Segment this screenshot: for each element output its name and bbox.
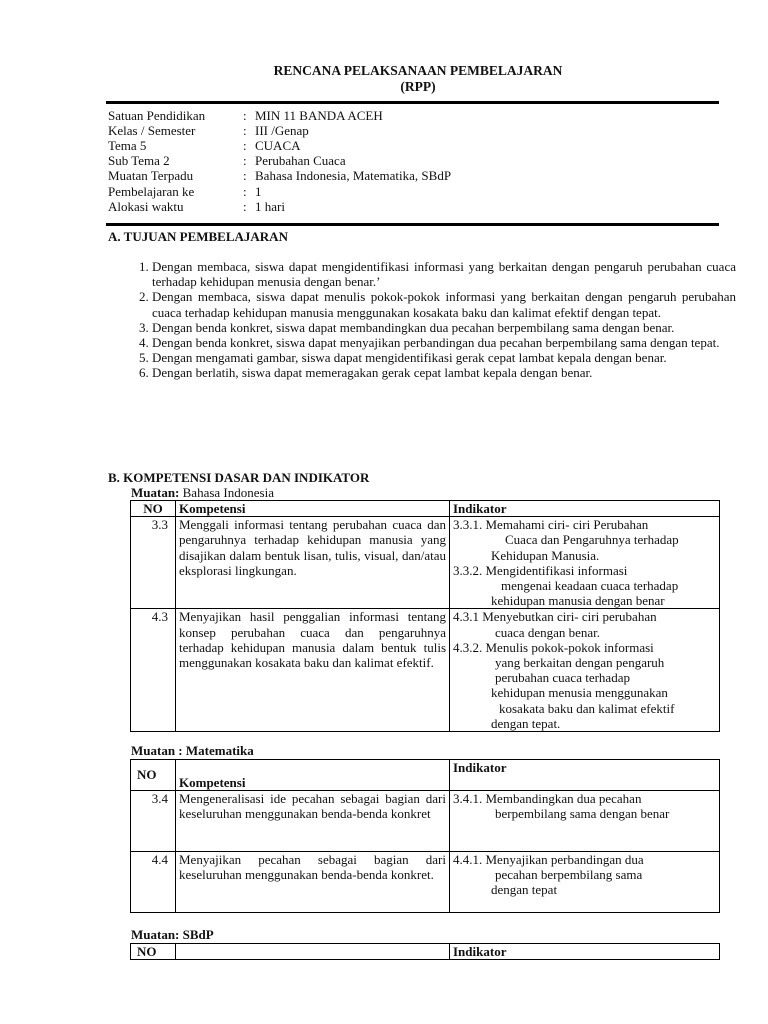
indikator-line: 3.3.2. Mengidentifikasi informasi bbox=[453, 562, 628, 578]
info-label: Sub Tema 2 bbox=[108, 153, 170, 168]
row-no: 3.3 bbox=[131, 517, 176, 609]
indikator-line: kehidupan menusia menggunakan bbox=[491, 685, 668, 701]
info-separator: : bbox=[243, 199, 247, 214]
header-kompetensi: Kompetensi bbox=[176, 501, 450, 517]
table-row bbox=[131, 791, 720, 852]
row-kompetensi: Mengeneralisasi ide pecahan sebagai bagian dari keseluruhan menggunakan benda-benda konkret bbox=[176, 791, 450, 852]
indikator-line: dengan tepat. bbox=[491, 715, 561, 731]
table-matematika bbox=[130, 759, 720, 913]
table-header-row bbox=[131, 501, 720, 517]
indikator-line: 4.3.2. Menulis pokok-pokok informasi bbox=[453, 639, 654, 655]
muatan-label: Muatan: bbox=[131, 485, 180, 500]
info-separator: : bbox=[243, 184, 247, 199]
info-separator: : bbox=[243, 168, 247, 183]
row-indikator bbox=[450, 852, 720, 913]
row-indikator bbox=[450, 609, 720, 732]
info-label: Pembelajaran ke bbox=[108, 184, 195, 199]
tujuan-list bbox=[131, 259, 736, 381]
tujuan-item: 4. Dengan benda konkret, siswa dapat menyajikan perbandingan dua pecahan berpembilang sama dengan tepat. bbox=[152, 335, 736, 350]
header-indikator: Indikator bbox=[450, 760, 720, 791]
table-bahasa-indonesia bbox=[130, 500, 720, 732]
table-row bbox=[131, 852, 720, 913]
muatan-matematika-label: Muatan : Matematika bbox=[131, 743, 254, 758]
muatan-sbdp-label: Muatan: SBdP bbox=[131, 927, 214, 942]
indikator-line: dengan tepat bbox=[491, 882, 558, 898]
info-value: MIN 11 BANDA ACEH bbox=[255, 108, 383, 123]
tujuan-item: 5. Dengan mengamati gambar, siswa dapat mengidentifikasi gerak cepat lambat kepala dengan benar. bbox=[152, 350, 736, 365]
table-row bbox=[131, 609, 720, 732]
info-value: 1 hari bbox=[255, 199, 285, 214]
info-label: Kelas / Semester bbox=[108, 123, 196, 138]
tujuan-item: 2. Dengan membaca, siswa dapat menulis pokok-pokok informasi yang berkaitan dengan pengaruh perubahan cuaca terhadap kehidupan manusia menggunakan kosakata baku dan kalimat efektif dengan tepat. bbox=[152, 289, 736, 319]
header-top-rule bbox=[106, 101, 719, 104]
table-sbdp bbox=[130, 943, 720, 960]
document-title: RENCANA PELAKSANAAN PEMBELAJARAN bbox=[273, 63, 563, 78]
section-a-heading: A. TUJUAN PEMBELAJARAN bbox=[108, 229, 288, 244]
info-separator: : bbox=[243, 138, 247, 153]
muatan-bahasa-label bbox=[131, 485, 274, 500]
muatan-value: Bahasa Indonesia bbox=[179, 485, 274, 500]
indikator-line: Kehidupan Manusia. bbox=[491, 547, 600, 563]
indikator-line: 3.4.1. Membandingkan dua pecahan bbox=[453, 791, 642, 806]
document-subtitle: (RPP) bbox=[400, 79, 436, 94]
row-no: 3.4 bbox=[131, 791, 176, 852]
section-b-heading: B. KOMPETENSI DASAR DAN INDIKATOR bbox=[108, 470, 370, 485]
info-separator: : bbox=[243, 108, 247, 123]
table-header-row bbox=[131, 944, 720, 960]
table-row bbox=[131, 517, 720, 609]
indikator-line: yang berkaitan dengan pengaruh bbox=[495, 655, 665, 671]
info-separator: : bbox=[243, 123, 247, 138]
header-indikator: Indikator bbox=[450, 944, 720, 960]
header-no: NO bbox=[131, 944, 176, 960]
header-kompetensi bbox=[176, 944, 450, 960]
row-kompetensi: Menggali informasi tentang perubahan cuaca dan pengaruhnya terhadap kehidupan manusia yang disajikan dalam bentuk lisan, tulis, visual, dan/atau eksplorasi lingkungan. bbox=[176, 517, 450, 609]
indikator-line: cuaca dengan benar. bbox=[495, 624, 601, 640]
header-no: NO bbox=[131, 501, 176, 517]
info-value: Perubahan Cuaca bbox=[255, 153, 346, 168]
row-kompetensi: Menyajikan hasil penggalian informasi tentang konsep perubahan cuaca dan pengaruhnya terhadap kehidupan manusia dalam bentuk tulis menggunakan kosakata baku dan kalimat efektif. bbox=[176, 609, 450, 732]
indikator-line: pecahan berpembilang sama bbox=[495, 867, 643, 883]
info-label: Tema 5 bbox=[108, 138, 147, 153]
tujuan-item: 3. Dengan benda konkret, siswa dapat membandingkan dua pecahan berpembilang sama dengan benar. bbox=[152, 320, 736, 335]
row-indikator bbox=[450, 517, 720, 609]
indikator-line: 4.3.1 Menyebutkan ciri- ciri perubahan bbox=[453, 609, 657, 625]
table-header-row bbox=[131, 760, 720, 791]
header-bottom-rule bbox=[106, 223, 719, 226]
row-indikator bbox=[450, 791, 720, 852]
indikator-line: berpembilang sama dengan benar bbox=[495, 806, 670, 822]
row-kompetensi: Menyajikan pecahan sebagai bagian dari keseluruhan menggunakan benda-benda konkret. bbox=[176, 852, 450, 913]
row-no: 4.4 bbox=[131, 852, 176, 913]
indikator-line: kosakata baku dan kalimat efektif bbox=[499, 700, 675, 716]
indikator-line: 3.3.1. Memahami ciri- ciri Perubahan bbox=[453, 517, 649, 533]
info-value: Bahasa Indonesia, Matematika, SBdP bbox=[255, 168, 452, 183]
info-value: 1 bbox=[255, 184, 262, 199]
info-value: III /Genap bbox=[255, 123, 309, 138]
info-label: Alokasi waktu bbox=[108, 199, 184, 214]
indikator-line: mengenai keadaan cuaca terhadap bbox=[501, 578, 679, 594]
info-label: Muatan Terpadu bbox=[108, 168, 194, 183]
info-label: Satuan Pendidikan bbox=[108, 108, 206, 123]
indikator-line: perubahan cuaca terhadap bbox=[495, 670, 630, 686]
tujuan-item: 6. Dengan berlatih, siswa dapat memeragakan gerak cepat lambat kepala dengan benar. bbox=[152, 365, 736, 380]
header-no: NO bbox=[131, 760, 176, 791]
info-value: CUACA bbox=[255, 138, 301, 153]
header-kompetensi: Kompetensi bbox=[176, 760, 450, 791]
tujuan-item: 1. Dengan membaca, siswa dapat mengidentifikasi informasi yang berkaitan dengan pengaruh perubahan cuaca terhadap kehidupan menusia dengan benar.’ bbox=[152, 259, 736, 289]
indikator-line: 4.4.1. Menyajikan perbandingan dua bbox=[453, 852, 644, 867]
indikator-line: kehidupan manusia dengan benar bbox=[491, 593, 665, 609]
header-indikator: Indikator bbox=[450, 501, 720, 517]
indikator-line: Cuaca dan Pengaruhnya terhadap bbox=[505, 532, 679, 548]
row-no: 4.3 bbox=[131, 609, 176, 732]
info-separator: : bbox=[243, 153, 247, 168]
